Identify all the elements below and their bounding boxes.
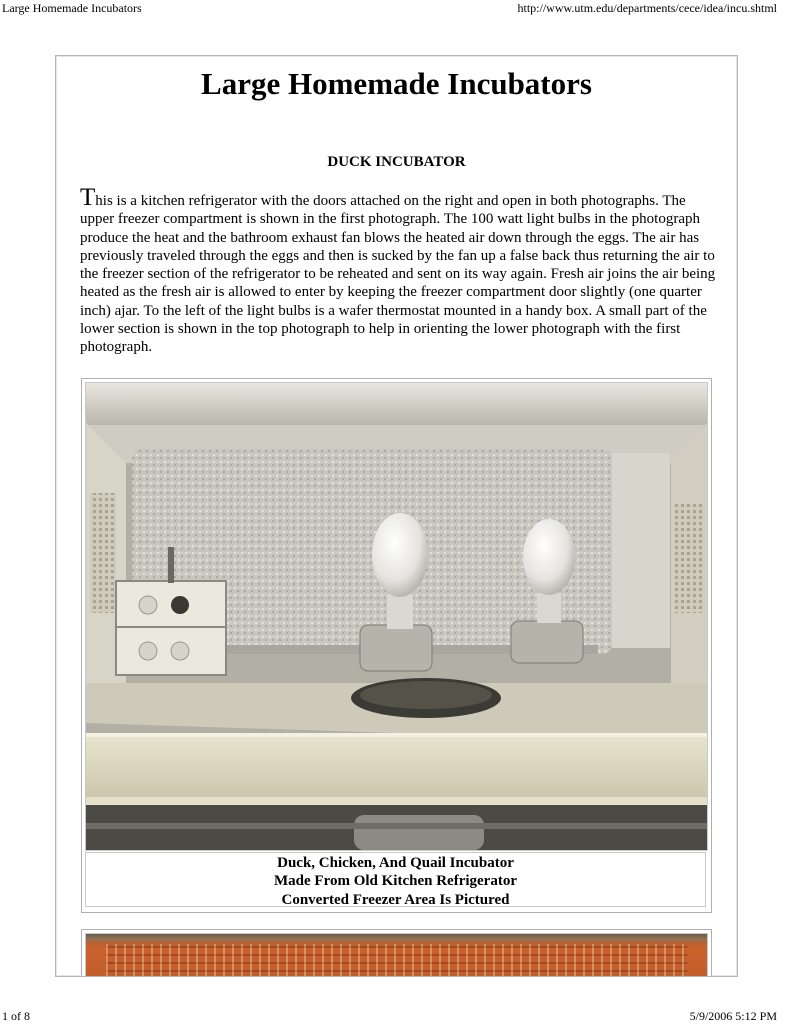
incubator-photo-drawing — [86, 383, 707, 850]
print-header — [0, 0, 791, 18]
caption-line: Converted Freezer Area Is Pictured — [281, 891, 510, 908]
figure-table — [81, 378, 712, 913]
print-header-title: Large Homemade Incubators — [2, 1, 142, 15]
incubator-photo — [85, 382, 708, 851]
caption-line: Made From Old Kitchen Refrigerator — [274, 873, 517, 890]
print-footer — [0, 1008, 791, 1024]
caption-line: Duck, Chicken, And Quail Incubator — [277, 855, 514, 871]
print-timestamp: 5/9/2006 5:12 PM — [689, 1009, 777, 1023]
print-header-url[interactable]: http://www.utm.edu/departments/cece/idea/incu.shtml — [517, 1, 777, 15]
page-title: Large Homemade Incubators — [201, 66, 592, 101]
figure-caption — [85, 852, 706, 907]
body-text: his is a kitchen refrigerator with the doors attached on the right and open in both photographs. The upper freezer compartment is shown in the first photograph. The 100 watt light bulbs in the photograph produce the heat and the bathroom exhaust fan blows the heated air down through the eggs. The air has previously traveled through the eggs and then is sucked by the fan up a false back thus returning the air to the freezer section of the refrigerator to be reheated and sent on its way again. Fresh air joins the air being heated as the fresh air is allowed to enter by keeping the freezer compartment door slightly (one quarter inch) ajar. To the left of the light bulbs is a wafer thermostat mounted in a handy box. A small part of the lower section is shown in the top photograph to help in orienting the lower photograph with the first photograph. — [80, 193, 716, 356]
second-photo — [85, 933, 708, 977]
drop-cap: T — [80, 184, 96, 211]
page-counter: 1 of 8 — [2, 1009, 30, 1023]
second-figure-table — [81, 929, 712, 977]
section-heading: DUCK INCUBATOR — [327, 154, 466, 170]
content-frame — [55, 55, 738, 977]
body-paragraph — [80, 184, 716, 357]
egg-tray-grille — [106, 944, 687, 977]
